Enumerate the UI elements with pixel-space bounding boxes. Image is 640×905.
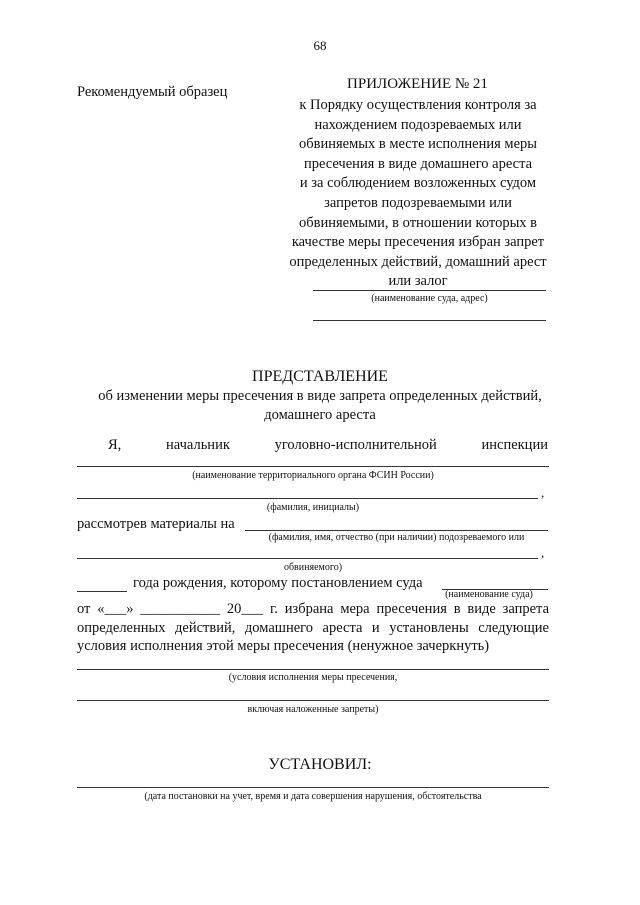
accused-caption: обвиняемого) (283, 562, 343, 573)
court-name-caption: (наименование суда, адрес) (371, 293, 488, 304)
registration-caption: (дата постановки на учет, время и дата совершения нарушения, обстоятельства (144, 791, 482, 802)
intro-word: начальник (165, 437, 230, 453)
court-name-field-line[interactable] (313, 290, 546, 291)
appendix-line: качестве меры пресечения избран запрет (291, 234, 545, 251)
established-heading: УСТАНОВИЛ: (268, 756, 372, 773)
reviewed-materials-label: рассмотрев материалы на (77, 516, 235, 532)
appendix-text (282, 96, 554, 292)
surname-caption: (фамилия, инициалы) (266, 502, 360, 513)
appendix-line: запретов подозреваемыми или (324, 194, 512, 211)
conditions-field-line[interactable] (77, 669, 549, 670)
prohibitions-field-line[interactable] (77, 700, 549, 701)
measures-line: определенных действий, домашнего ареста и установлены следующие (77, 620, 549, 636)
appendix-line: или залог (388, 273, 448, 290)
appendix-line: нахождением подозреваемых или (314, 116, 522, 133)
appendix-line: определенных действий, домашний арест (289, 253, 547, 270)
intro-word: Я, (108, 437, 122, 453)
appendix-line: и за соблюдением возложенных судом (299, 175, 537, 192)
birth-year-text: года рождения, которому постановлением суда (133, 575, 423, 591)
territorial-body-caption: (наименование территориального органа ФСИН России) (192, 470, 434, 481)
recommended-sample-label: Рекомендуемый образец (77, 84, 228, 100)
surname-comma: , (541, 485, 545, 500)
court-name-small-caption: (наименование суда) (445, 589, 533, 600)
from-date-line: от «___» ___________ 20___ г. избрана мера пресечения в виде запрета (77, 601, 549, 617)
court-address-field-line[interactable] (313, 320, 546, 321)
intro-line (108, 437, 548, 454)
appendix-line: обвиняемыми, в отношении которых в (298, 214, 538, 231)
prohibitions-caption: включая наложенные запреты) (247, 704, 379, 715)
birth-year-field-line[interactable] (77, 591, 127, 592)
person-name-continued-line[interactable] (77, 558, 538, 559)
appendix-line: пресечения в виде домашнего ареста (303, 155, 533, 172)
intro-word: уголовно-исполнительной (274, 437, 437, 453)
appendix-line: к Порядку осуществления контроля за (299, 97, 537, 113)
document-subtitle-line: домашнего ареста (264, 407, 376, 423)
intro-word: инспекции (481, 437, 548, 453)
person-comma: , (541, 545, 545, 560)
document-subtitle-line: об изменении меры пресечения в виде запрета определенных действий, (98, 388, 542, 404)
document-subtitle (75, 387, 565, 425)
appendix-title: ПРИЛОЖЕНИЕ № 21 (347, 76, 488, 92)
page-number: 68 (313, 38, 327, 53)
conditions-line: условия исполнения этой меры пресечения (ненужное зачеркнуть) (77, 638, 490, 654)
registration-field-line[interactable] (77, 787, 549, 788)
document-title: ПРЕДСТАВЛЕНИЕ (252, 368, 388, 385)
surname-field-line[interactable] (77, 498, 538, 499)
appendix-line: обвиняемых в месте исполнения меры (298, 136, 538, 153)
territorial-body-field-line[interactable] (77, 466, 549, 467)
person-name-field-line[interactable] (245, 530, 548, 531)
full-name-caption: (фамилия, имя, отчество (при наличии) подозреваемого или (268, 532, 525, 543)
conditions-caption: (условия исполнения меры пресечения, (228, 672, 398, 683)
